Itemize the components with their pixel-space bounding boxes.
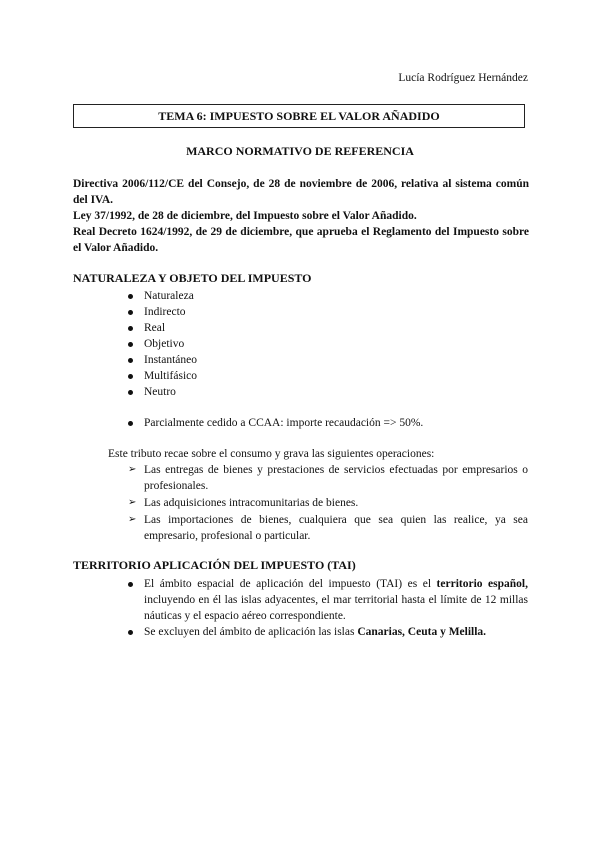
heading-naturaleza: NATURALEZA Y OBJETO DEL IMPUESTO bbox=[73, 271, 312, 285]
bullet-icon bbox=[128, 294, 133, 299]
bullet-icon bbox=[128, 630, 133, 635]
bullet-icon bbox=[128, 421, 133, 426]
list-item: Real bbox=[128, 320, 197, 336]
list-item: Naturaleza bbox=[128, 288, 197, 304]
arrow-bullet-icon: ➢ bbox=[128, 497, 137, 508]
bullet-icon bbox=[128, 342, 133, 347]
list-item: ➢ Las entregas de bienes y prestaciones de servicios efectuadas por empresarios o profesionales. bbox=[128, 464, 528, 492]
bullet-icon bbox=[128, 326, 133, 331]
list-item: Se excluyen del ámbito de aplicación las islas Canarias, Ceuta y Melilla. bbox=[128, 624, 528, 640]
reference-ley: Ley 37/1992, de 28 de diciembre, del Impuesto sobre el Valor Añadido. bbox=[73, 210, 417, 222]
list-item: Multifásico bbox=[128, 368, 197, 384]
list-item: Indirecto bbox=[128, 304, 197, 320]
bullet-icon bbox=[128, 582, 133, 587]
list-item: ➢ Las importaciones de bienes, cualquiera que sea quien las realice, ya sea empresario, profesional o particular. bbox=[128, 514, 528, 542]
heading-territorio: TERRITORIO APLICACIÓN DEL IMPUESTO (TAI) bbox=[73, 558, 356, 572]
bullet-icon bbox=[128, 358, 133, 363]
operations-list bbox=[128, 462, 528, 545]
list-item: ➢ Las adquisiciones intracomunitarias de bienes. bbox=[128, 497, 359, 509]
list-item: Neutro bbox=[128, 384, 197, 400]
list-item: Objetivo bbox=[128, 336, 197, 352]
tributo-intro: Este tributo recae sobre el consumo y grava las siguientes operaciones: bbox=[108, 448, 435, 460]
list-item: Instantáneo bbox=[128, 352, 197, 368]
territorio-list bbox=[128, 576, 528, 640]
list-item: El ámbito espacial de aplicación del impuesto (TAI) es el territorio español, incluyendo en él las islas adyacentes, el mar territorial hasta el límite de 12 millas náuticas y el espacio aéreo correspondiente. bbox=[128, 576, 528, 624]
reference-directiva: Directiva 2006/112/CE del Consejo, de 28 de noviembre de 2006, relativa al sistema común del IVA. bbox=[73, 178, 529, 206]
bullet-icon bbox=[128, 310, 133, 315]
reference-real-decreto: Real Decreto 1624/1992, de 29 de diciembre, que aprueba el Reglamento del Impuesto sobre el Valor Añadido. bbox=[73, 226, 529, 254]
cedido-list bbox=[128, 415, 423, 431]
page-title bbox=[73, 104, 525, 128]
page-title-text: TEMA 6: IMPUESTO SOBRE EL VALOR AÑADIDO bbox=[158, 108, 440, 123]
list-item: Parcialmente cedido a CCAA: importe recaudación => 50%. bbox=[128, 415, 423, 431]
arrow-bullet-icon: ➢ bbox=[128, 514, 137, 525]
arrow-bullet-icon: ➢ bbox=[128, 464, 137, 475]
naturaleza-list bbox=[128, 288, 197, 400]
bullet-icon bbox=[128, 374, 133, 379]
bullet-icon bbox=[128, 390, 133, 395]
author-name: Lucía Rodríguez Hernández bbox=[398, 72, 528, 84]
section-subtitle: MARCO NORMATIVO DE REFERENCIA bbox=[186, 144, 414, 158]
